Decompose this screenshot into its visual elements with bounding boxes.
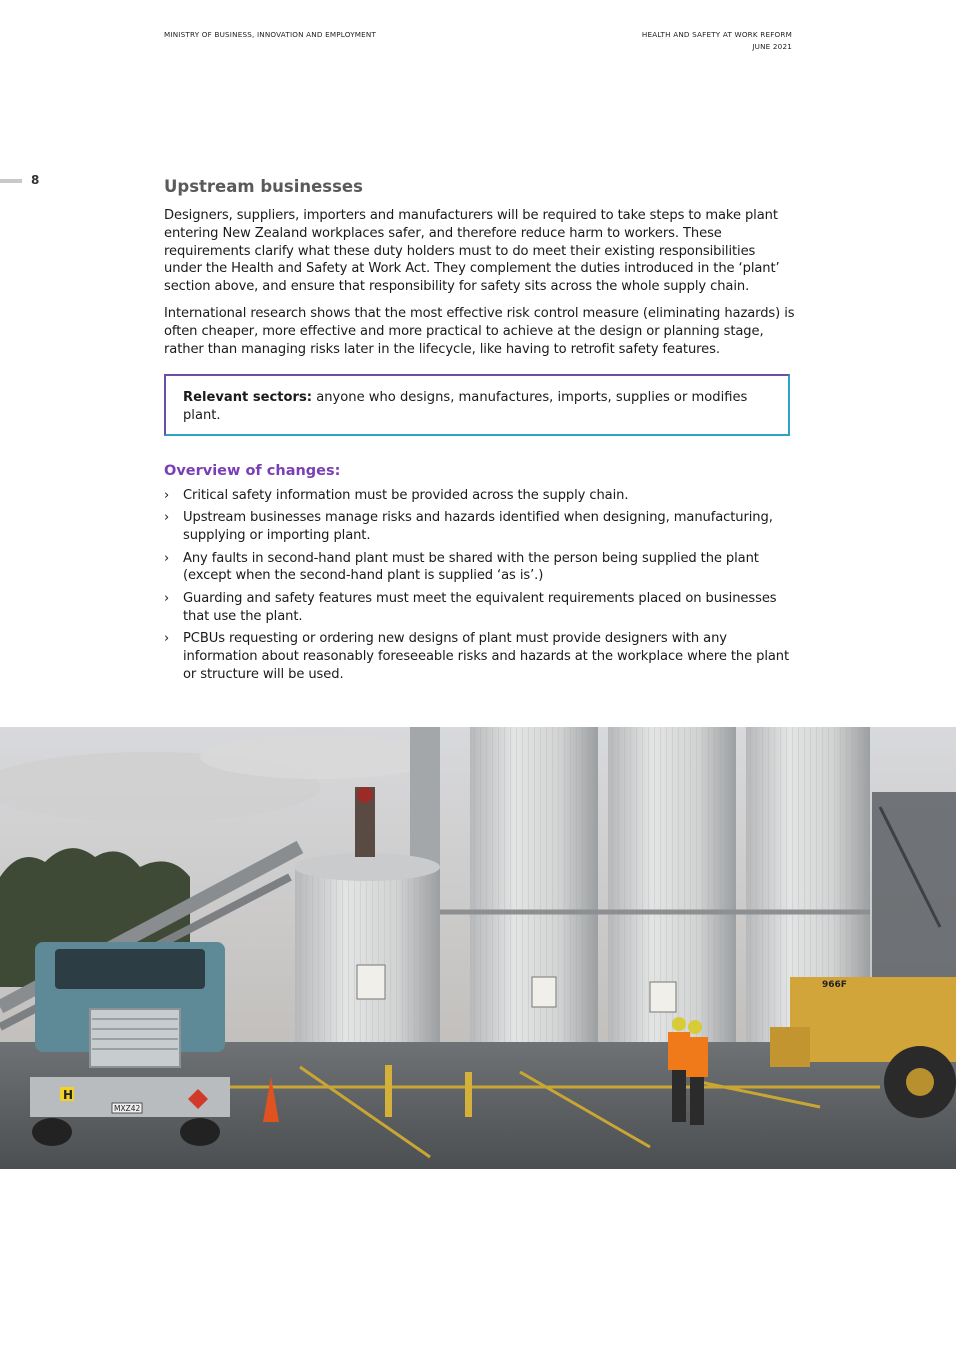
header-report-date: JUNE 2021 xyxy=(752,42,792,51)
header-report-title: HEALTH AND SAFETY AT WORK REFORM xyxy=(641,30,792,39)
chevron-right-icon: › xyxy=(164,590,170,606)
page-number-bar xyxy=(0,179,22,183)
list-item-text: Guarding and safety features must meet the equivalent requirements placed on businesses that use the plant. xyxy=(183,590,777,624)
chevron-right-icon: › xyxy=(164,510,170,526)
list-item-text: Upstream businesses manage risks and hazards identified when designing, manufacturing, supplying or importing plant. xyxy=(183,510,773,544)
overview-heading: Overview of changes: xyxy=(164,463,341,479)
list-item xyxy=(164,590,794,626)
relevant-sectors-callout xyxy=(164,374,790,436)
list-item xyxy=(164,550,794,586)
list-item-text: PCBUs requesting or ordering new designs of plant must provide designers with any information about reasonably foreseeable risks and hazards at the workplace where the plant or structure will be used. xyxy=(183,630,790,682)
chevron-right-icon: › xyxy=(164,488,170,503)
callout-label: Relevant sectors: xyxy=(183,390,313,405)
industrial-site-illustration xyxy=(0,727,956,1169)
hazmat-badge: H xyxy=(63,1088,74,1102)
chevron-right-icon: › xyxy=(164,550,170,566)
callout-body: anyone who designs, manufactures, imports, supplies or modifies plant. xyxy=(183,390,748,423)
header-ministry: MINISTRY OF BUSINESS, INNOVATION AND EMPLOYMENT xyxy=(164,30,377,39)
list-item xyxy=(164,487,794,505)
list-item xyxy=(164,630,794,683)
page-number: 8 xyxy=(31,173,40,187)
header-report xyxy=(642,29,792,53)
industrial-site-photo xyxy=(0,727,956,1169)
intro-paragraph: Designers, suppliers, importers and manufacturers will be required to take steps to make plant entering New Zealand workplaces safer, and therefore reduce harm to workers. These requirements clarify what these duty holders must to do meet their existing responsibilities under the Health and Safety at Work Act. They complement the duties introduced in the ‘plant’ section above, and ensure that responsibility for safety sits across the whole supply chain. xyxy=(164,208,780,295)
research-paragraph: International research shows that the most effective risk control measure (eliminating hazards) is often cheaper, more effective and more practical to achieve at the design or planning stage, rather than managing risks later in the lifecycle, like having to retrofit safety features. xyxy=(164,306,795,357)
truck-plate: MXZ42 xyxy=(114,1104,141,1113)
list-item-text: Critical safety information must be provided across the supply chain. xyxy=(183,488,629,503)
list-item-text: Any faults in second-hand plant must be shared with the person being supplied the plant (except when the second-hand plant is supplied ‘as is’.) xyxy=(183,550,759,584)
callout-text xyxy=(183,389,763,425)
changes-list xyxy=(164,487,794,688)
loader-label: 966F xyxy=(822,980,847,990)
chevron-right-icon: › xyxy=(164,630,170,646)
section-title: Upstream businesses xyxy=(164,177,363,196)
list-item xyxy=(164,509,794,545)
